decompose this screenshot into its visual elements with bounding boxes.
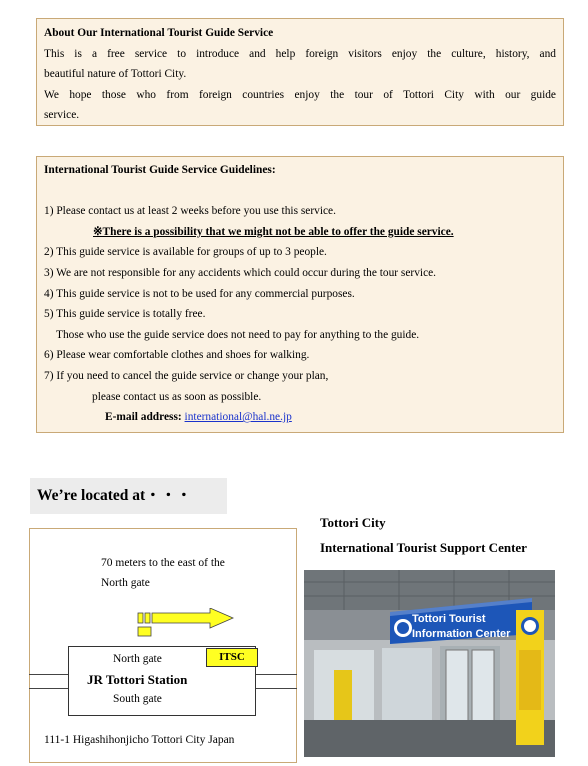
north-gate-label: North gate bbox=[113, 653, 162, 665]
guideline-item-7-note: please contact us as soon as possible. bbox=[92, 390, 262, 403]
map-note bbox=[101, 553, 225, 593]
guideline-item-6: 6) Please wear comfortable clothes and shoes for walking. bbox=[44, 349, 310, 362]
about-text-line: We hope those who from foreign countries enjoy the tour of Tottori City with our guide bbox=[44, 88, 556, 101]
direction-arrow-icon bbox=[137, 608, 237, 640]
station-building bbox=[68, 646, 256, 716]
guideline-item-1: 1) Please contact us at least 2 weeks before you use this service. bbox=[44, 205, 336, 218]
email-link[interactable]: international@hal.ne.jp bbox=[184, 411, 292, 424]
map-note-line: North gate bbox=[101, 577, 150, 589]
guideline-item-3: 3) We are not responsible for any accidents which could occur during the tour service. bbox=[44, 266, 437, 279]
email-row bbox=[44, 407, 556, 428]
center-title: Tottori City bbox=[320, 515, 386, 530]
sign-text: Tottori Tourist bbox=[412, 613, 486, 625]
about-text-line: service. bbox=[44, 109, 80, 122]
blank-line bbox=[44, 181, 556, 202]
tourist-center-photo bbox=[304, 570, 555, 757]
about-service-box bbox=[36, 18, 564, 126]
location-heading: We’re located at・・・ bbox=[30, 478, 227, 514]
email-label: E-mail address: bbox=[105, 411, 182, 424]
guideline-item-4: 4) This guide service is not to be used for any commercial purposes. bbox=[44, 287, 355, 300]
guideline-item-7: 7) If you need to cancel the guide service or change your plan, bbox=[44, 369, 329, 382]
station-name: JR Tottori Station bbox=[87, 672, 188, 687]
guidelines-box bbox=[36, 156, 564, 433]
address: 111-1 Higashihonjicho Tottori City Japan bbox=[44, 734, 235, 746]
center-title: International Tourist Support Center bbox=[320, 540, 527, 555]
map-note-line: 70 meters to the east of the bbox=[101, 557, 225, 569]
about-title: About Our International Tourist Guide Service bbox=[44, 27, 274, 39]
about-text-line: beautiful nature of Tottori City. bbox=[44, 68, 187, 81]
guideline-warning: ※There is a possibility that we might not be able to offer the guide service. bbox=[93, 225, 454, 238]
guideline-item-5-note: Those who use the guide service does not need to pay for anything to the guide. bbox=[56, 328, 420, 341]
location-map bbox=[29, 528, 297, 763]
guidelines-title: International Tourist Guide Service Guidelines: bbox=[44, 164, 276, 176]
south-gate-label: South gate bbox=[113, 693, 162, 705]
itsc-marker: ITSC bbox=[206, 648, 258, 667]
sign-text: Information Center bbox=[412, 628, 511, 640]
guideline-item-2: 2) This guide service is available for groups of up to 3 people. bbox=[44, 246, 327, 259]
guideline-item-5: 5) This guide service is totally free. bbox=[44, 308, 206, 321]
about-text-line: This is a free service to introduce and help foreign visitors enjoy the culture, history, and bbox=[44, 47, 556, 60]
